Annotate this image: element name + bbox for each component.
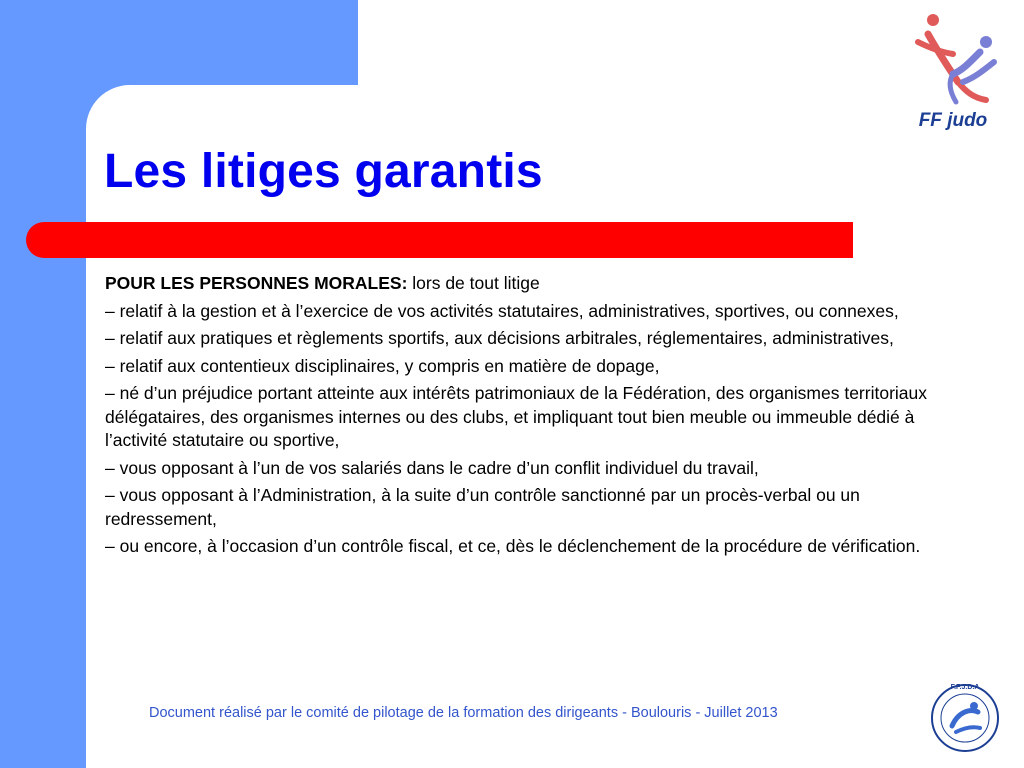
list-item: – relatif aux pratiques et règlements sportifs, aux décisions arbitrales, réglementaires, administratives, xyxy=(105,328,894,348)
body-content xyxy=(105,272,945,563)
lead-label: POUR LES PERSONNES MORALES: xyxy=(105,273,408,293)
lead-rest: lors de tout litige xyxy=(407,273,540,293)
footer-text: Document réalisé par le comité de pilotage de la formation des dirigeants - Boulouris - Juillet 2013 xyxy=(149,705,778,721)
lead-paragraph xyxy=(105,272,945,296)
list-item: – ou encore, à l’occasion d’un contrôle fiscal, et ce, dès le déclenchement de la procédure de vérification. xyxy=(105,536,921,556)
list-item: – vous opposant à l’un de vos salariés dans le cadre d’un conflit individuel du travail, xyxy=(105,457,759,478)
ffjudo-logo-icon xyxy=(908,12,998,110)
ffjudo-logo xyxy=(908,12,1008,142)
ffjda-seal-icon xyxy=(930,682,1000,754)
slide-title: Les litiges garantis xyxy=(104,145,543,198)
red-divider-bar xyxy=(26,222,853,258)
list-item: – né d’un préjudice portant atteinte aux intérêts patrimoniaux de la Fédération, des organismes territoriaux délégataires, des organismes internes ou des clubs, et impliquant tout bien meuble ou immeuble dédié à l’activité statutaire ou sportive, xyxy=(105,383,927,450)
blue-left-band xyxy=(0,0,86,768)
list-item: – relatif à la gestion et à l’exercice de vos activités statutaires, administratives, sportives, ou connexes, xyxy=(105,300,899,321)
ffjda-seal xyxy=(930,682,1000,754)
list-item: – relatif aux contentieux disciplinaires, y compris en matière de dopage, xyxy=(105,355,660,376)
logo-text: FF judo xyxy=(918,110,988,131)
list-item: – vous opposant à l’Administration, à la suite d’un contrôle sanctionné par un procès-verbal ou un redressement, xyxy=(105,485,860,529)
seal-text: F.F.J.D.A xyxy=(950,684,980,691)
